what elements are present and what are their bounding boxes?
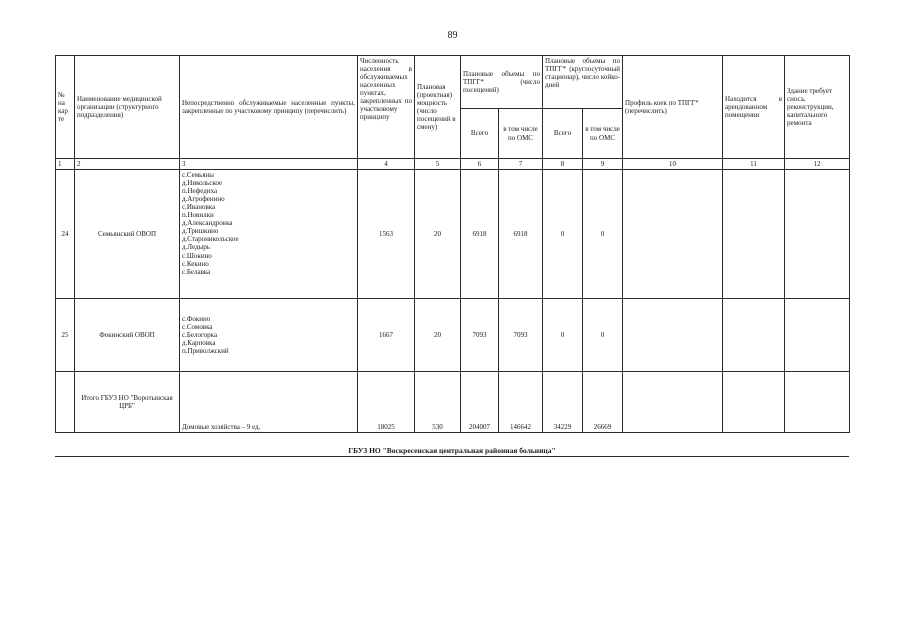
- page-number: 89: [447, 30, 458, 41]
- total-beds-total: 34229: [543, 372, 583, 433]
- table-row: [56, 299, 850, 372]
- row-settlements: [180, 170, 358, 299]
- table-row: [56, 170, 850, 299]
- header-settlements: Непосредственно обслуживаемые населенные пункты, закрепленные по участковому принципу (перечислить): [180, 56, 358, 159]
- column-number: 12: [785, 159, 850, 170]
- settlement-item: д.Александровка: [182, 219, 233, 228]
- settlement-item: с.Белавка: [182, 267, 211, 276]
- column-number: 4: [358, 159, 415, 170]
- total-capacity: 530: [415, 372, 461, 433]
- row-org-name: Фокинский ОВОП: [75, 299, 180, 372]
- row-num: 24: [56, 170, 75, 299]
- row-bed-profile: [623, 299, 723, 372]
- row-num: 25: [56, 299, 75, 372]
- settlement-item: с.Шокино: [182, 251, 212, 260]
- column-number: 6: [461, 159, 499, 170]
- header-beds: Плановые объемы по ТПГГ* (круглосуточный стационар), число койко-дней: [543, 56, 623, 109]
- row-settlements: [180, 299, 358, 372]
- header-capacity: Плановая (проектная) мощность (число посещений в смену): [415, 56, 461, 159]
- row-beds-oms: 0: [583, 299, 623, 372]
- column-number: 11: [723, 159, 785, 170]
- row-rented: [723, 299, 785, 372]
- row-beds-total: 0: [543, 170, 583, 299]
- total-row: [56, 372, 850, 433]
- settlement-item: с.Кекино: [182, 259, 209, 268]
- row-rented: [723, 170, 785, 299]
- row-capacity: 20: [415, 170, 461, 299]
- settlement-item: с.Фокино: [182, 314, 211, 323]
- total-bed-profile: [623, 372, 723, 433]
- settlement-item: д.Староникольское: [182, 235, 239, 244]
- settlement-item: п.Приволжский: [182, 347, 229, 356]
- header-org-name: Наименование медицинской организации (структурного подразделения): [75, 56, 180, 159]
- header-visits-total: Всего: [461, 109, 499, 159]
- row-demolition: [785, 299, 850, 372]
- total-demolition: [785, 372, 850, 433]
- facilities-table: [55, 55, 850, 433]
- row-bed-profile: [623, 170, 723, 299]
- header-beds-oms: в том числе по ОМС: [583, 109, 623, 159]
- total-population: 18025: [358, 372, 415, 433]
- total-num: [56, 372, 75, 433]
- row-population: 1563: [358, 170, 415, 299]
- row-capacity: 20: [415, 299, 461, 372]
- total-visits-oms: 146642: [499, 372, 543, 433]
- header-bed-profile: Профиль коек по ТПГГ* (перечислить): [623, 56, 723, 159]
- section-divider: [55, 456, 849, 457]
- column-number: 1: [56, 159, 75, 170]
- row-beds-oms: 0: [583, 170, 623, 299]
- total-households: Домовые хозяйства – 9 ед.: [180, 372, 358, 433]
- settlement-item: д.Ледырь: [182, 243, 210, 252]
- header-num: № на кар те: [56, 56, 75, 159]
- settlement-item: с.Белогорка: [182, 331, 218, 340]
- row-beds-total: 0: [543, 299, 583, 372]
- total-org-name: Итого ГБУЗ НО "Воротынская ЦРБ": [75, 372, 180, 433]
- column-number: 10: [623, 159, 723, 170]
- settlement-item: д.Тришкино: [182, 227, 219, 236]
- settlement-item: д.Карповка: [182, 339, 216, 348]
- row-visits-oms: 6918: [499, 170, 543, 299]
- settlement-item: с.Ивановка: [182, 203, 216, 212]
- column-number: 8: [543, 159, 583, 170]
- row-visits-total: 7093: [461, 299, 499, 372]
- header-visits-oms: в том числе по ОМС: [499, 109, 543, 159]
- column-number-row: [56, 159, 850, 170]
- header-row: [56, 56, 850, 109]
- settlement-item: п.Нефедиха: [182, 187, 218, 196]
- total-visits-total: 204007: [461, 372, 499, 433]
- header-rented: Находится в арендованном помещении: [723, 56, 785, 159]
- settlement-item: д.Агрофенино: [182, 195, 225, 204]
- settlement-item: с.Сомовка: [182, 322, 213, 331]
- row-org-name: Семьянский ОВОП: [75, 170, 180, 299]
- total-beds-oms: 26669: [583, 372, 623, 433]
- header-visits: Плановые объемы по ТПГГ* (число посещений): [461, 56, 543, 109]
- row-demolition: [785, 170, 850, 299]
- column-number: 7: [499, 159, 543, 170]
- column-number: 2: [75, 159, 180, 170]
- row-visits-total: 6918: [461, 170, 499, 299]
- settlement-item: с.Семьяны: [182, 171, 215, 180]
- row-visits-oms: 7093: [499, 299, 543, 372]
- header-population: Численность населения в обслуживаемых населенных пунктах, закрепленных по участковому принципу: [358, 56, 415, 159]
- header-beds-total: Всего: [543, 109, 583, 159]
- next-section-title: ГБУЗ НО "Воскресенская центральная районная больница": [348, 446, 556, 455]
- header-demolition: Здание требует сноса, реконструкции, капитального ремонта: [785, 56, 850, 159]
- total-rented: [723, 372, 785, 433]
- column-number: 5: [415, 159, 461, 170]
- column-number: 9: [583, 159, 623, 170]
- column-number: 3: [180, 159, 358, 170]
- row-population: 1667: [358, 299, 415, 372]
- settlement-item: п.Новилки: [182, 211, 214, 220]
- settlement-item: д.Никольское: [182, 179, 223, 188]
